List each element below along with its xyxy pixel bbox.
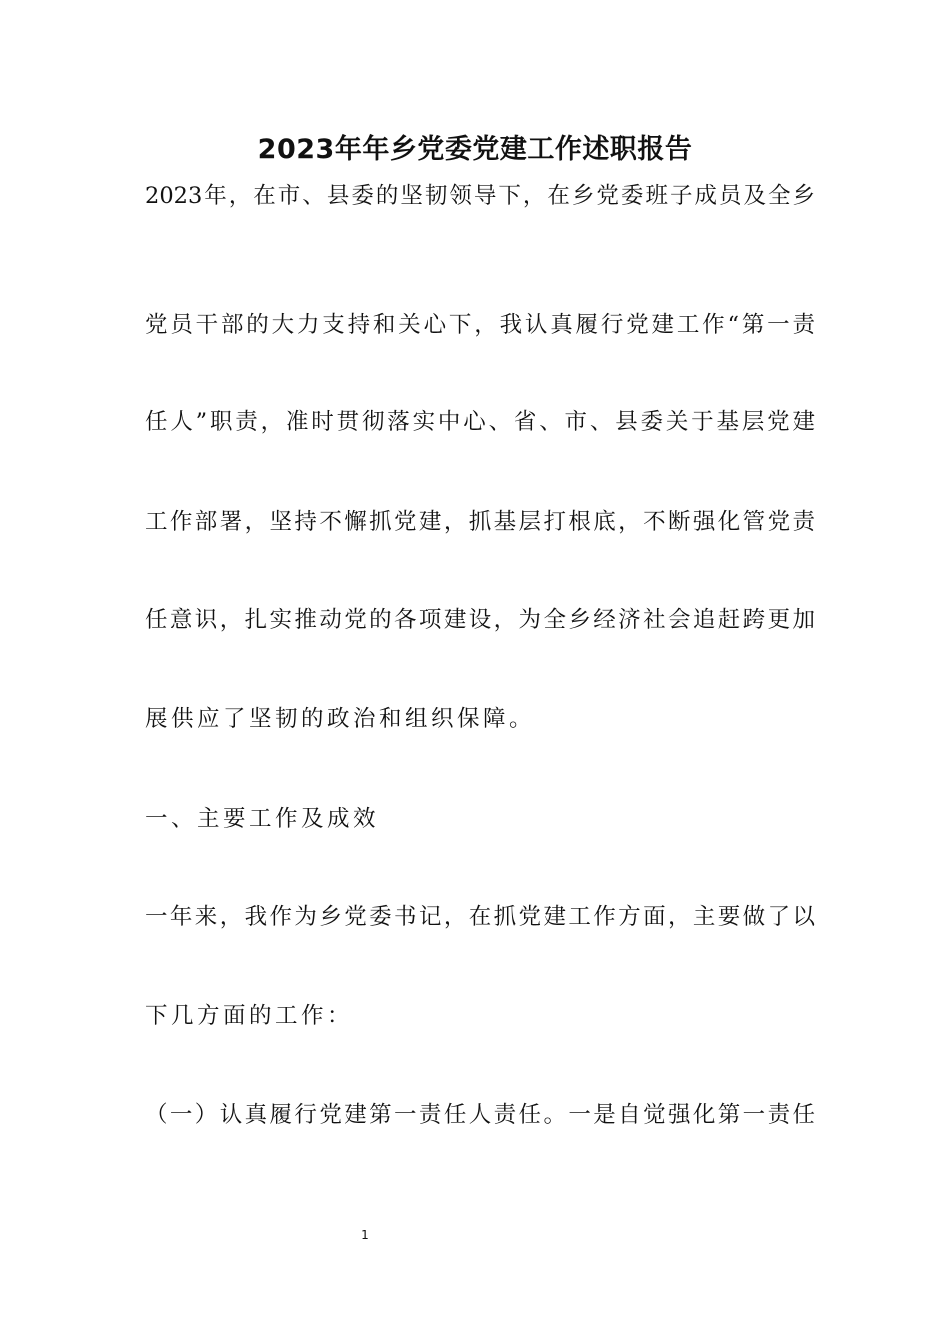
paragraph-line-8: 下几方面的工作： <box>145 1003 354 1029</box>
paragraph-line-7: 一年来，我作为乡党委书记，在抓党建工作方面，主要做了以 <box>145 904 815 930</box>
paragraph-line-1: 2023年，在市、县委的坚韧领导下，在乡党委班子成员及全乡 <box>145 183 815 209</box>
paragraph-line-5: 任意识，扎实推动党的各项建设，为全乡经济社会追赶跨更加 <box>145 607 815 633</box>
paragraph-line-2: 党员干部的大力支持和关心下，我认真履行党建工作“第一责 <box>145 312 815 338</box>
page-number: 1 <box>361 1228 369 1242</box>
document-title: 2023年年乡党委党建工作述职报告 <box>257 134 693 165</box>
section-heading-1: 一、主要工作及成效 <box>145 806 380 832</box>
paragraph-line-4: 工作部署，坚持不懈抓党建，抓基层打根底，不断强化管党责 <box>145 509 815 535</box>
paragraph-line-3: 任人”职责，准时贯彻落实中心、省、市、县委关于基层党建 <box>145 409 815 435</box>
paragraph-line-6: 展供应了坚韧的政治和组织保障。 <box>145 706 536 732</box>
subsection-heading-1: （一）认真履行党建第一责任人责任。一是自觉强化第一责任 <box>145 1102 815 1128</box>
